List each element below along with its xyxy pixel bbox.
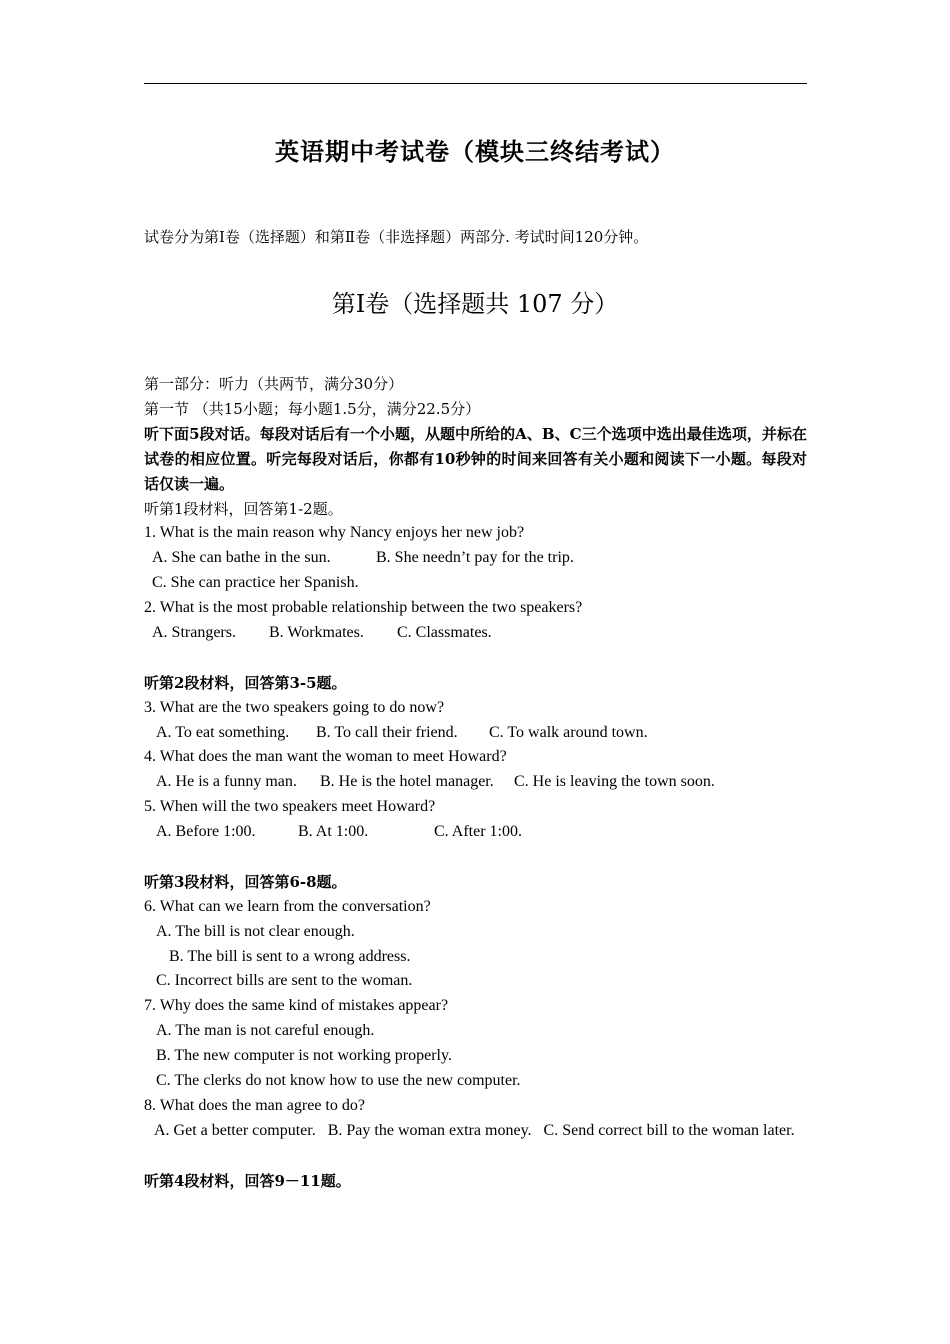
- material1-heading: 听第1段材料，回答第1-2题。: [144, 499, 343, 518]
- q1-options-row2: [144, 571, 807, 596]
- material3-heading: 听第3段材料，回答第6-8题。: [144, 872, 347, 891]
- exam-intro: 试卷分为第Ⅰ卷（选择题）和第Ⅱ卷（非选择题）两部分. 考试时间120分钟。: [144, 228, 649, 246]
- q6-option-a: A. The bill is not clear enough.: [156, 922, 355, 940]
- q4-option-c: C. He is leaving the town soon.: [514, 773, 715, 791]
- exam-body: [144, 372, 807, 1193]
- part1-heading: 第一部分：听力（共两节，满分30分）: [144, 375, 404, 393]
- spacer: [144, 1144, 807, 1169]
- section1-heading: 第一节 （共15小题；每小题1.5分，满分22.5分）: [144, 399, 481, 418]
- q1-stem: 1. What is the main reason why Nancy enjoys her new job?: [144, 524, 525, 542]
- q2-option-c: C. Classmates.: [397, 623, 492, 641]
- q3-option-c: C. To walk around town.: [489, 723, 648, 741]
- q2-option-b: B. Workmates.: [269, 623, 364, 641]
- q2-option-a: A. Strangers.: [152, 623, 236, 641]
- listening-instructions: 听下面5段对话。每段对话后有一个小题，从题中所给的A、B、C三个选项中选出最佳选项，并标在试卷的相应位置。听完每段对话后，你都有10秒钟的时间来回答有关小题和阅读下一小题。每段对话仅读一遍。: [144, 424, 807, 493]
- exam-title: 英语期中考试卷（模块三终结考试）: [275, 138, 675, 166]
- q7-option-c: C. The clerks do not know how to use the new computer.: [156, 1071, 521, 1089]
- q4-option-a: A. He is a funny man.: [156, 773, 297, 791]
- q8-options: A. Get a better computer. B. Pay the woman extra money. C. Send correct bill to the woman later.: [154, 1121, 795, 1139]
- spacer: [144, 845, 807, 870]
- spacer: [144, 646, 807, 671]
- volume-title: 第Ⅰ卷（选择题共 107 分）: [331, 290, 619, 318]
- q3-option-b: B. To call their friend.: [316, 723, 458, 741]
- q2-stem: 2. What is the most probable relationship between the two speakers?: [144, 599, 583, 617]
- q4-stem: 4. What does the man want the woman to meet Howard?: [144, 748, 507, 766]
- q1-option-c: C. She can practice her Spanish.: [152, 574, 359, 592]
- q3-stem: 3. What are the two speakers going to do now?: [144, 698, 445, 716]
- q6-option-c: C. Incorrect bills are sent to the woman.: [156, 972, 413, 990]
- q1-option-b: B. She needn’t pay for the trip.: [376, 549, 574, 567]
- q7-option-b: B. The new computer is not working properly.: [156, 1047, 452, 1065]
- q5-stem: 5. When will the two speakers meet Howard?: [144, 798, 436, 816]
- q6-stem: 6. What can we learn from the conversation?: [144, 897, 431, 915]
- q8-stem: 8. What does the man agree to do?: [144, 1096, 365, 1114]
- q6-option-b: B. The bill is sent to a wrong address.: [169, 947, 411, 965]
- q5-option-c: C. After 1:00.: [434, 823, 522, 841]
- q1-options-row1: [144, 546, 807, 571]
- q5-options: [144, 820, 807, 845]
- q7-stem: 7. Why does the same kind of mistakes appear?: [144, 997, 449, 1015]
- q5-option-a: A. Before 1:00.: [156, 823, 256, 841]
- material2-heading: 听第2段材料，回答第3-5题。: [144, 673, 347, 692]
- q2-options: [144, 621, 807, 646]
- q1-option-a: A. She can bathe in the sun.: [152, 549, 331, 567]
- material4-heading: 听第4段材料，回答9－11题。: [144, 1171, 351, 1190]
- header-rule: [144, 83, 807, 84]
- q5-option-b: B. At 1:00.: [298, 823, 369, 841]
- q4-options: [144, 770, 807, 795]
- q3-option-a: A. To eat something.: [156, 723, 290, 741]
- q4-option-b: B. He is the hotel manager.: [320, 773, 494, 791]
- q7-option-a: A. The man is not careful enough.: [156, 1022, 375, 1040]
- q3-options: [144, 721, 807, 746]
